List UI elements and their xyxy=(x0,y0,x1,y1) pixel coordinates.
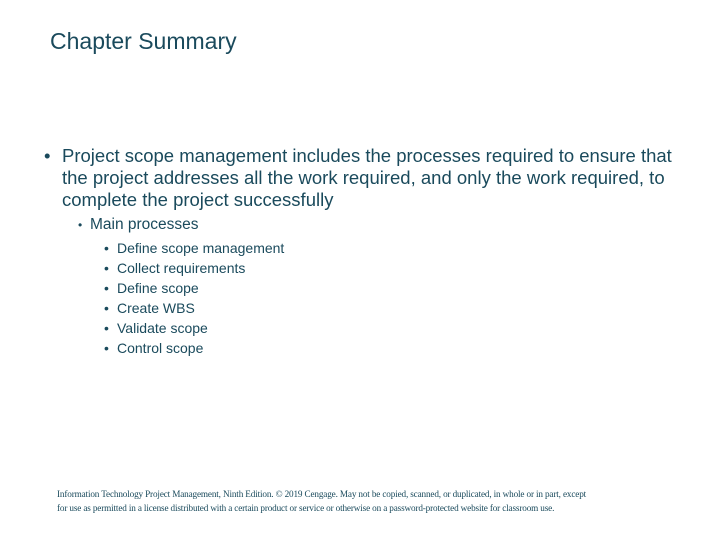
process-label: Define scope management xyxy=(117,240,285,256)
process-label: Control scope xyxy=(117,340,204,356)
footer-line: Information Technology Project Management, Ninth Edition. © 2019 Cengage. May not be copied, scanned, or duplicated, in whole or in part, except xyxy=(57,489,587,499)
main-bullet-point xyxy=(44,145,684,211)
list-item xyxy=(104,238,684,258)
sub-bullet-text: Main processes xyxy=(90,216,199,233)
list-item xyxy=(104,338,684,358)
process-label: Collect requirements xyxy=(117,260,246,276)
bullet-icon: • xyxy=(104,300,109,316)
bullet-icon: • xyxy=(104,280,109,296)
bullet-icon: • xyxy=(78,218,83,232)
process-label: Create WBS xyxy=(117,300,195,316)
process-label: Define scope xyxy=(117,280,199,296)
bullet-icon: • xyxy=(104,340,109,356)
bullet-icon: • xyxy=(104,240,109,256)
bullet-icon: • xyxy=(44,145,51,166)
list-item xyxy=(104,318,684,338)
slide-title: Chapter Summary xyxy=(50,28,237,54)
list-item xyxy=(104,278,684,298)
slide-content xyxy=(44,145,684,358)
copyright-footer xyxy=(57,487,697,515)
bullet-icon: • xyxy=(104,260,109,276)
process-list xyxy=(104,238,684,358)
list-item xyxy=(104,298,684,318)
sub-bullet-point xyxy=(78,215,684,235)
bullet-icon: • xyxy=(104,320,109,336)
footer-line: for use as permitted in a license distributed with a certain product or service or otherwise on a password-protected website for classroom use. xyxy=(57,503,555,513)
process-label: Validate scope xyxy=(117,320,208,336)
main-bullet-text: Project scope management includes the processes required to ensure that the project addresses all the work required, and only the work required, to complete the project successfully xyxy=(62,145,672,210)
list-item xyxy=(104,258,684,278)
